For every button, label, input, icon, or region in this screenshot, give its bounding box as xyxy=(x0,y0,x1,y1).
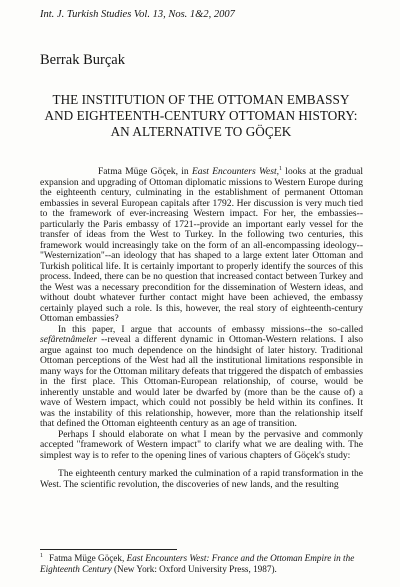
article-title xyxy=(40,92,362,140)
paragraph-3: Perhaps I should elaborate on what I mean by the pervasive and commonly accepted "framework of Western impact" to clarify what we are dealing with. The simplest way is to refer to the opening lines of various chapters of Göçek's study: xyxy=(40,428,363,461)
footnote-author: Fatma Müge Göçek, xyxy=(49,553,127,563)
paragraph-1-text: looks at the gradual expansion and upgrading of Ottoman diplomatic missions to Western Europe during the eighteenth century, culminating in the establishment of permanent Ottoman embassies in several European capitals after 1792. Her discussion is very much tied to the framework of ever-increasing Western impact. For her, the embassies--particularly the Paris embassy of 1721--provide an important early vessel for the transfer of ideas from the West to Turkey. In the following two centuries, this framework would increasingly take on the form of an all-encompassing ideology--"Westernization"--an ideology that has shaped to a large extent later Ottoman and Turkish political life. It is certainly important to properly identify the sources of this process. Indeed, there can be no question that increased contact between Turkey and the West was a necessary precondition for the dissemination of Western ideas, and without doubt whatever further contact might have been achieved, the embassy certainly played such a role. Is this, however, the real story of eighteenth-century Ottoman embassies? xyxy=(40,166,363,324)
footnote-book-title: East Encounters West: France and the Ottoman Empire in the Eighteenth Century xyxy=(40,553,355,574)
footnote-number: 1 xyxy=(40,552,43,559)
book-title-ref: East Encounters West, xyxy=(191,166,280,177)
title-line-2: AND EIGHTEENTH-CENTURY OTTOMAN HISTORY: xyxy=(44,108,358,123)
article-body xyxy=(40,167,363,490)
footnote-divider xyxy=(40,549,177,550)
footnote-1 xyxy=(40,553,363,575)
footnote-publisher: (New York: Oxford University Press, 1987). xyxy=(111,563,277,574)
paragraph-1 xyxy=(40,167,363,325)
paragraph-2-text: --reveal a different dynamic in Ottoman-Western relations. I also argue against too much dependence on the hindsight of later history. Traditional Ottoman perceptions of the West had all the institutional limitations responsible in many ways for the Ottoman military defeats that triggered the dispatch of embassies in the first place. This Ottoman-European relationship, of course, would be inherently unstable and would later be dwarfed by (more than be the cause of) a wave of Western impact, which could not possibly be held within its confines. It was the instability of this relationship, however, more than the relationship itself that defined the Ottoman eighteenth century as an age of transition. xyxy=(40,334,363,429)
author-name: Berrak Burçak xyxy=(40,52,125,68)
block-quote: The eighteenth century marked the culmination of a rapid transformation in the West. The scientific revolution, the discoveries of new lands, and the resulting xyxy=(40,468,363,490)
paragraph-2 xyxy=(40,325,363,430)
paragraph-2-lead: In this paper, I argue that accounts of embassy missions--the so-called xyxy=(58,323,363,335)
title-line-1: THE INSTITUTION OF THE OTTOMAN EMBASSY xyxy=(52,92,350,107)
sefaretnameler-term: sefâretnâmeler xyxy=(40,334,97,345)
running-head: Int. J. Turkish Studies Vol. 13, Nos. 1&2, 2007 xyxy=(40,9,235,20)
title-line-3: AN ALTERNATIVE TO GÖÇEK xyxy=(110,124,292,139)
paragraph-1-lead: Fatma Müge Göçek, in xyxy=(98,166,192,177)
footnote-ref-1[interactable]: 1 xyxy=(279,165,283,172)
